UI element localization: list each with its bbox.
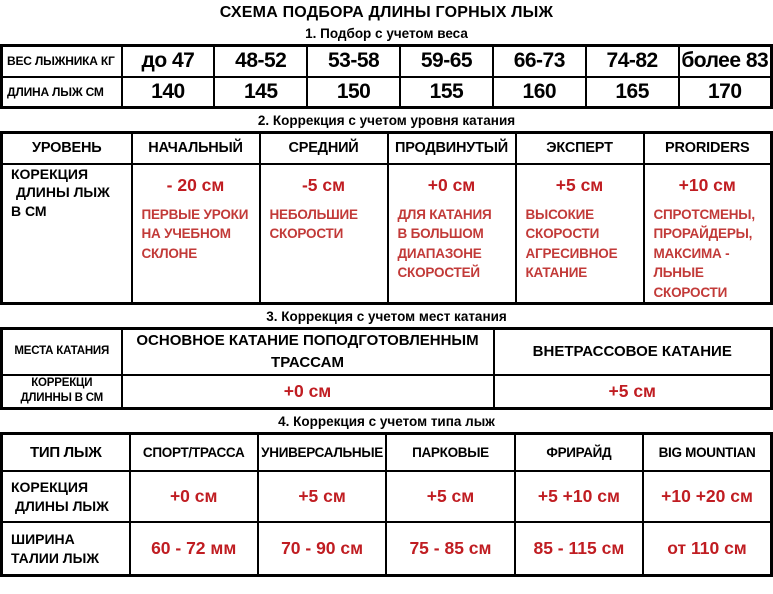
ski-type-name-cell: СПОРТ/ТРАССА [130, 433, 258, 471]
type-correction-cell: +5 см [386, 471, 514, 522]
place-header-label: МЕСТА КАТАНИЯ [2, 329, 122, 375]
weight-range-cell: 59-65 [400, 46, 493, 77]
ski-type-name-cell: ФРИРАЙД [515, 433, 643, 471]
type-correction-cell: +5 +10 см [515, 471, 643, 522]
weight-selection-table [0, 44, 773, 109]
level-correction-cell: -5 см НЕБОЛЬШИЕ СКОРОСТИ [260, 164, 388, 304]
weight-row-label: ВЕС ЛЫЖНИКА КГ [2, 46, 122, 77]
level-header-row [2, 133, 772, 164]
ski-type-name-cell: УНИВЕРСАЛЬНЫЕ [258, 433, 386, 471]
place-correction-cell: +0 см [122, 375, 494, 409]
length-row-label: ДЛИНА ЛЫЖ СМ [2, 77, 122, 108]
place-correction-row-label: КОРРЕКЦИ ДЛИННЫ В СМ [2, 375, 122, 409]
ski-length-cell: 155 [400, 77, 493, 108]
section4-title: 4. Коррекция с учетом типа лыж [278, 413, 495, 429]
level-header-label: УРОВЕНЬ [2, 133, 132, 164]
page-title: СХЕМА ПОДБОРА ДЛИНЫ ГОРНЫХ ЛЫЖ [219, 4, 554, 21]
place-header-row [2, 329, 772, 375]
section2-title: 2. Коррекция с учетом уровня катания [257, 113, 516, 128]
length-row [2, 77, 772, 108]
level-name-cell: НАЧАЛЬНЫЙ [132, 133, 260, 164]
weight-row [2, 46, 772, 77]
level-correction-cell: +0 см ДЛЯ КАТАНИЯ В БОЛЬШОМ ДИАПАЗОНЕ СКОРОСТЕЙ [388, 164, 516, 304]
ski-length-cell: 165 [586, 77, 679, 108]
level-correction-cell: +10 см СПРОТСМЕНЫ, ПРОРАЙДЕРЫ, МАКСИМА - ЛЬНЫЕ СКОРОСТИ [644, 164, 772, 304]
ski-length-cell: 150 [307, 77, 400, 108]
place-name-cell: ВНЕТРАССОВОЕ КАТАНИЕ [494, 329, 772, 375]
ski-type-name-cell: ПАРКОВЫЕ [386, 433, 514, 471]
ski-type-header-row [2, 433, 772, 471]
place-correction-table [0, 327, 773, 410]
weight-range-cell: 48-52 [214, 46, 307, 77]
section1-title: 1. Подбор с учетом веса [305, 26, 468, 41]
level-name-cell: СРЕДНИЙ [260, 133, 388, 164]
ski-length-cell: 145 [214, 77, 307, 108]
ski-length-cell: 160 [493, 77, 586, 108]
weight-range-cell: до 47 [122, 46, 215, 77]
waist-width-cell: от 110 см [643, 522, 771, 575]
waist-width-row [2, 522, 772, 575]
level-name-cell: ЭКСПЕРТ [516, 133, 644, 164]
ski-type-correction-table [0, 432, 773, 577]
section3-title: 3. Коррекция с учетом мест катания [266, 309, 507, 325]
weight-range-cell: 74-82 [586, 46, 679, 77]
waist-width-cell: 60 - 72 мм [130, 522, 258, 575]
weight-range-cell: 66-73 [493, 46, 586, 77]
type-correction-row [2, 471, 772, 522]
ski-type-header-label: ТИП ЛЫЖ [2, 433, 130, 471]
ski-length-cell: 140 [122, 77, 215, 108]
weight-range-cell: 53-58 [307, 46, 400, 77]
level-correction-cell: +5 см ВЫСОКИЕ СКОРОСТИ АГРЕСИВНОЕ КАТАНИЕ [516, 164, 644, 304]
waist-width-cell: 70 - 90 см [258, 522, 386, 575]
level-correction-row [2, 164, 772, 304]
type-correction-cell: +0 см [130, 471, 258, 522]
place-name-cell: ОСНОВНОЕ КАТАНИЕ ПОПОДГОТОВЛЕННЫМ ТРАССАМ [122, 329, 494, 375]
type-correction-row-label: КОРЕКЦИЯ ДЛИНЫ ЛЫЖ [2, 471, 130, 522]
ski-type-name-cell: BIG MOUNTIAN [643, 433, 771, 471]
ski-length-cell: 170 [679, 77, 772, 108]
waist-width-cell: 85 - 115 см [515, 522, 643, 575]
waist-width-row-label: ШИРИНА ТАЛИИ ЛЫЖ [2, 522, 130, 575]
place-correction-row [2, 375, 772, 409]
level-correction-row-label: КОРЕКЦИЯ ДЛИНЫ ЛЫЖ В СМ [2, 164, 132, 304]
type-correction-cell: +10 +20 см [643, 471, 771, 522]
weight-range-cell: более 83 [679, 46, 772, 77]
level-name-cell: PRORIDERS [644, 133, 772, 164]
level-correction-table [0, 131, 773, 305]
type-correction-cell: +5 см [258, 471, 386, 522]
waist-width-cell: 75 - 85 см [386, 522, 514, 575]
place-correction-cell: +5 см [494, 375, 772, 409]
level-correction-cell: - 20 см ПЕРВЫЕ УРОКИ НА УЧЕБНОМ СКЛОНЕ [132, 164, 260, 304]
level-name-cell: ПРОДВИНУТЫЙ [388, 133, 516, 164]
